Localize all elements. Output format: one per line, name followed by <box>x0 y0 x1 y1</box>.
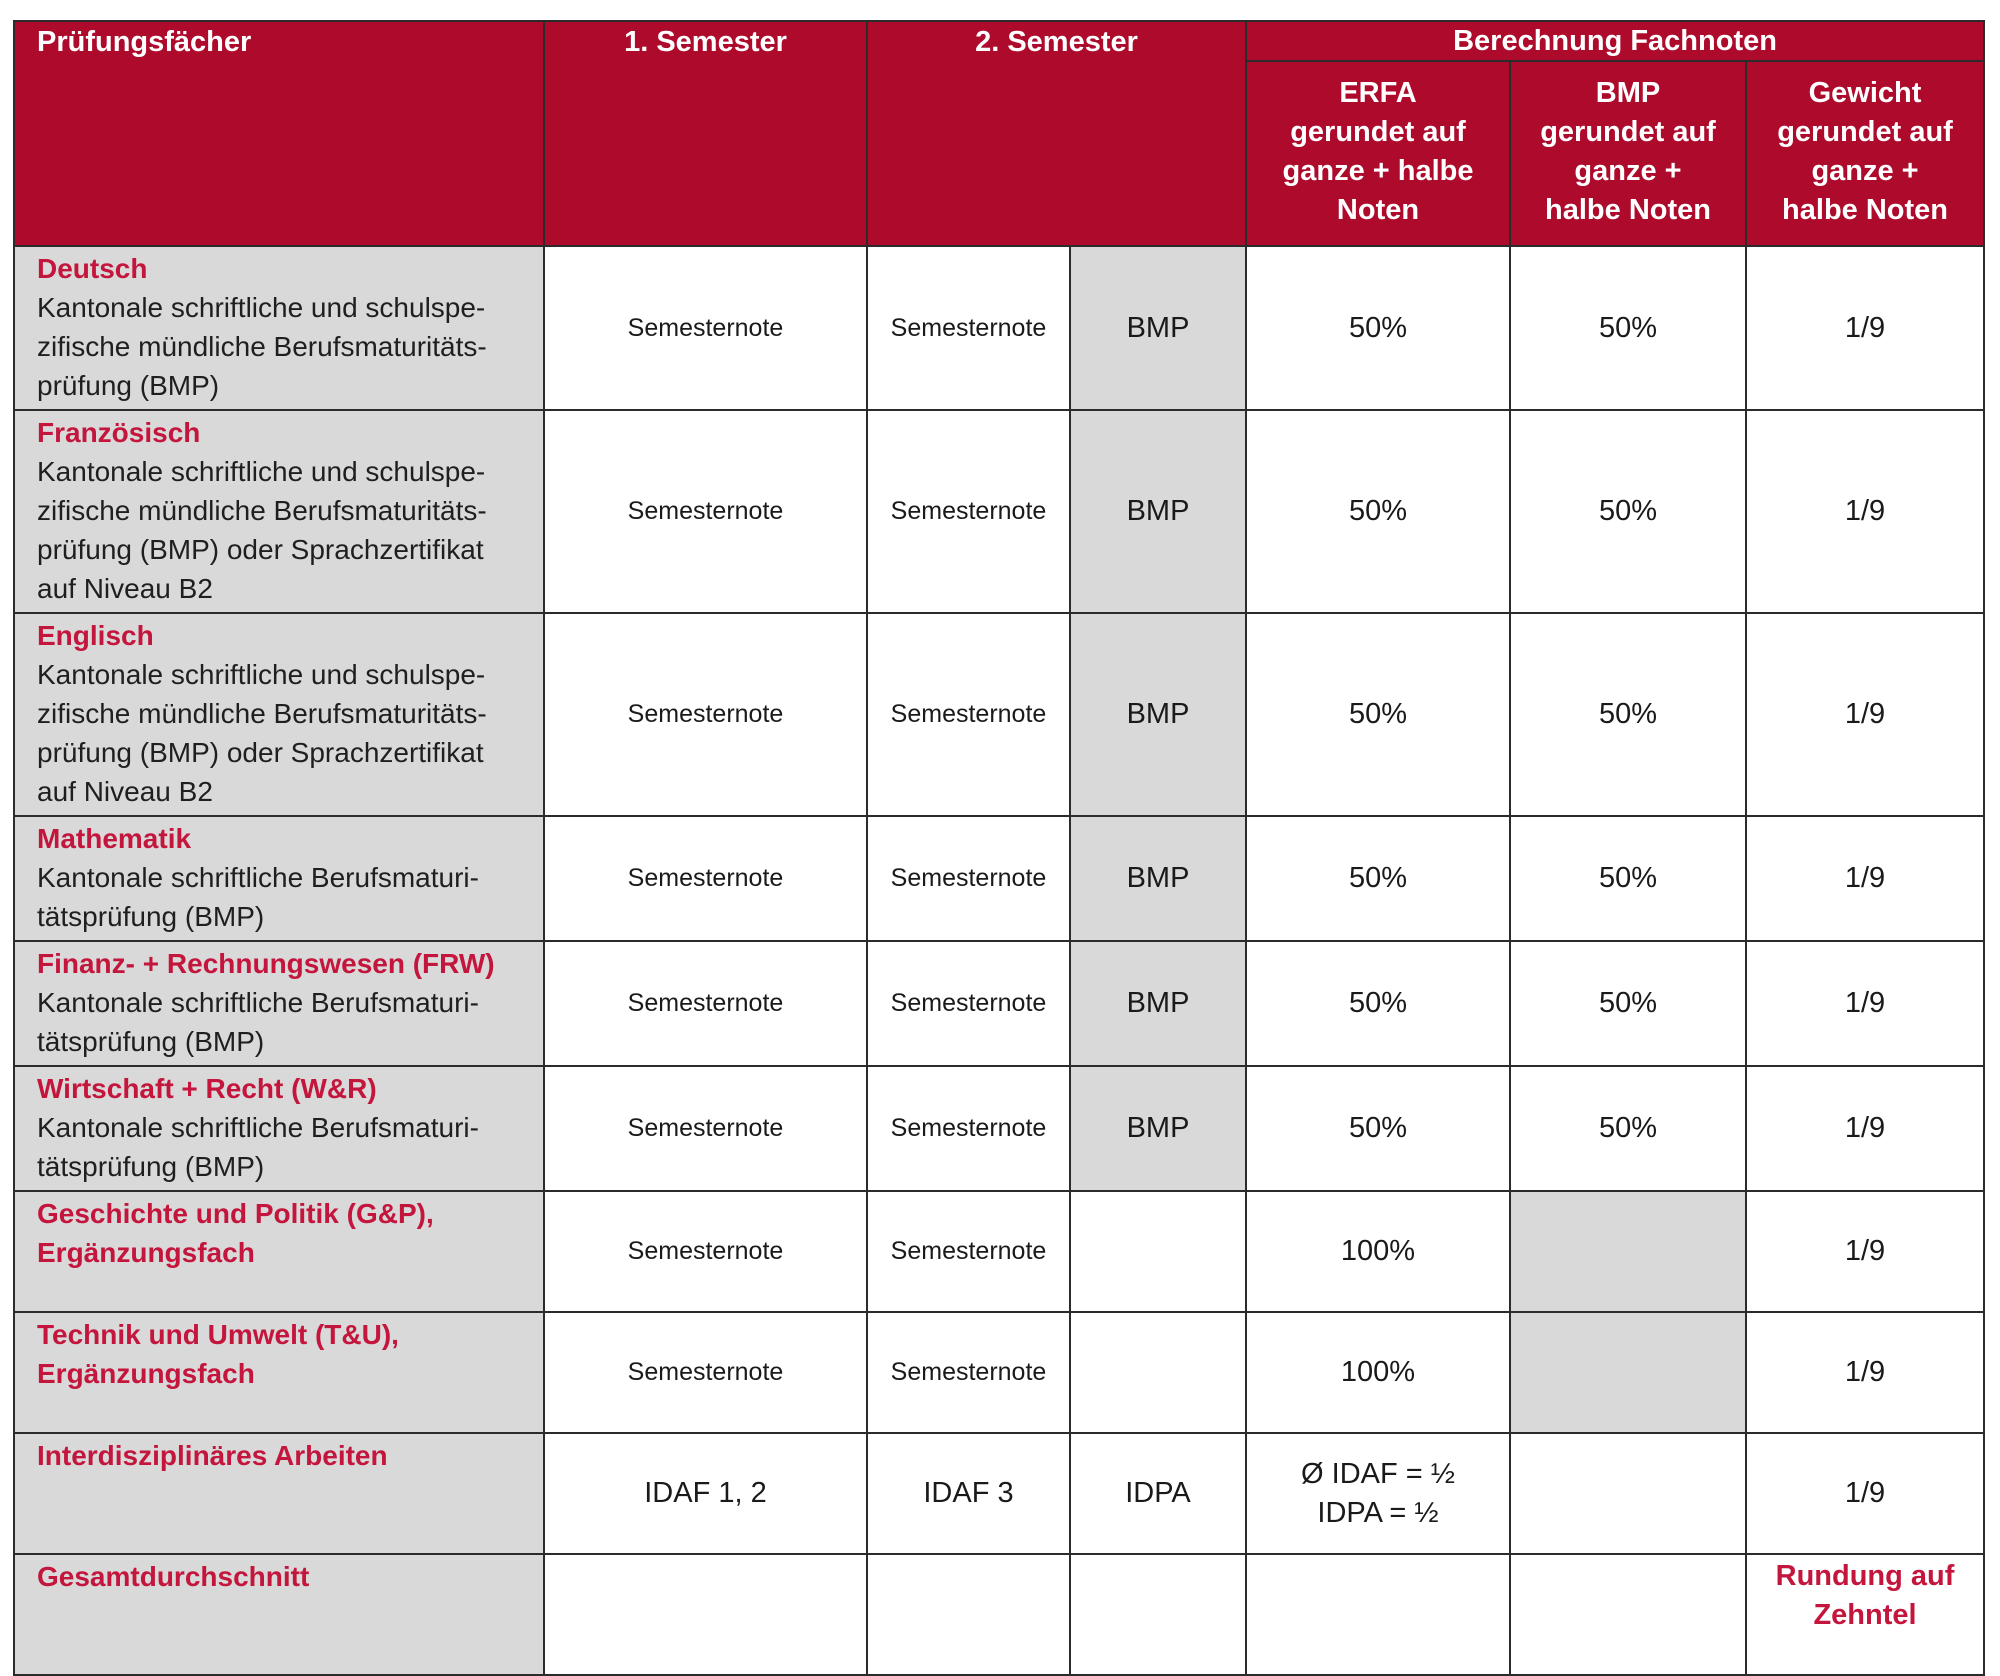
semester-2-cell: Semesternote <box>867 816 1070 941</box>
header-bmp: BMP gerundet auf ganze + halbe Noten <box>1510 61 1746 246</box>
bmp-cell: 50% <box>1510 246 1746 410</box>
table-row <box>14 1433 1984 1554</box>
subject-cell: Geschichte und Politik (G&P), Ergänzungsfach <box>14 1191 544 1312</box>
erfa-cell: 50% <box>1246 410 1510 613</box>
semester-1-cell: Semesternote <box>544 1191 867 1312</box>
semester-1-cell: Semesternote <box>544 246 867 410</box>
subject-cell: Französisch Kantonale schriftliche und schulspe- zifische mündliche Berufsmaturitäts- prüfung (BMP) oder Sprachzertifikat auf Niveau B2 <box>14 410 544 613</box>
bmp-cell <box>1510 1554 1746 1675</box>
semester-1-cell: Semesternote <box>544 410 867 613</box>
table-row <box>14 816 1984 941</box>
subject-cell: Deutsch Kantonale schriftliche und schulspe- zifische mündliche Berufsmaturitäts- prüfung (BMP) <box>14 246 544 410</box>
exam-cell: BMP <box>1070 816 1246 941</box>
semester-1-cell: Semesternote <box>544 1066 867 1191</box>
semester-1-cell: Semesternote <box>544 1312 867 1433</box>
rounding-note: Rundung auf Zehntel <box>1746 1554 1984 1675</box>
header-weight: Gewicht gerundet auf ganze + halbe Noten <box>1746 61 1984 246</box>
bmp-cell: 50% <box>1510 1066 1746 1191</box>
table-row <box>14 1312 1984 1433</box>
header-subjects: Prüfungsfächer <box>14 21 544 246</box>
subject-cell: Wirtschaft + Recht (W&R) Kantonale schriftliche Berufsmaturi- tätsprüfung (BMP) <box>14 1066 544 1191</box>
semester-2-cell: Semesternote <box>867 941 1070 1066</box>
exam-cell: IDPA <box>1070 1433 1246 1554</box>
grading-table <box>13 20 1985 1676</box>
semester-2-cell: Semesternote <box>867 1191 1070 1312</box>
bmp-cell: 50% <box>1510 613 1746 816</box>
bmp-cell: 50% <box>1510 941 1746 1066</box>
erfa-cell: 50% <box>1246 1066 1510 1191</box>
bmp-cell <box>1510 1312 1746 1433</box>
bmp-cell: 50% <box>1510 410 1746 613</box>
table-row <box>14 1554 1984 1675</box>
header-semester-1: 1. Semester <box>544 21 867 246</box>
semester-2-cell: IDAF 3 <box>867 1433 1070 1554</box>
subject-cell: Technik und Umwelt (T&U), Ergänzungsfach <box>14 1312 544 1433</box>
subject-cell: Mathematik Kantonale schriftliche Berufsmaturi- tätsprüfung (BMP) <box>14 816 544 941</box>
table-row <box>14 1191 1984 1312</box>
semester-2-cell: Semesternote <box>867 1312 1070 1433</box>
weight-cell: 1/9 <box>1746 1066 1984 1191</box>
exam-cell <box>1070 1312 1246 1433</box>
weight-cell: 1/9 <box>1746 1191 1984 1312</box>
erfa-cell: 50% <box>1246 941 1510 1066</box>
semester-1-cell: Semesternote <box>544 816 867 941</box>
bmp-cell <box>1510 1191 1746 1312</box>
semester-1-cell: Semesternote <box>544 613 867 816</box>
erfa-cell: 50% <box>1246 613 1510 816</box>
exam-cell: BMP <box>1070 410 1246 613</box>
header-erfa: ERFA gerundet auf ganze + halbe Noten <box>1246 61 1510 246</box>
bmp-cell: 50% <box>1510 816 1746 941</box>
exam-cell: BMP <box>1070 941 1246 1066</box>
erfa-cell: 100% <box>1246 1312 1510 1433</box>
bmp-cell <box>1510 1433 1746 1554</box>
subject-cell: Interdisziplinäres Arbeiten <box>14 1433 544 1554</box>
exam-cell: BMP <box>1070 246 1246 410</box>
semester-2-cell: Semesternote <box>867 410 1070 613</box>
header-semester-2: 2. Semester <box>867 21 1246 246</box>
erfa-cell: 50% <box>1246 246 1510 410</box>
weight-cell: 1/9 <box>1746 246 1984 410</box>
subject-cell: Gesamtdurchschnitt <box>14 1554 544 1675</box>
erfa-cell: 100% <box>1246 1191 1510 1312</box>
header-calculation: Berechnung Fachnoten <box>1246 21 1984 61</box>
erfa-cell <box>1246 1554 1510 1675</box>
erfa-cell: Ø IDAF = ½ IDPA = ½ <box>1246 1433 1510 1554</box>
semester-2-cell: Semesternote <box>867 246 1070 410</box>
subject-cell: Englisch Kantonale schriftliche und schulspe- zifische mündliche Berufsmaturitäts- prüfung (BMP) oder Sprachzertifikat auf Niveau B2 <box>14 613 544 816</box>
table-row <box>14 410 1984 613</box>
table-row <box>14 613 1984 816</box>
weight-cell: 1/9 <box>1746 1433 1984 1554</box>
exam-cell <box>1070 1554 1246 1675</box>
semester-2-cell: Semesternote <box>867 1066 1070 1191</box>
table-row <box>14 1066 1984 1191</box>
weight-cell: 1/9 <box>1746 816 1984 941</box>
semester-1-cell: Semesternote <box>544 941 867 1066</box>
erfa-cell: 50% <box>1246 816 1510 941</box>
semester-1-cell: IDAF 1, 2 <box>544 1433 867 1554</box>
semester-1-cell <box>544 1554 867 1675</box>
weight-cell: 1/9 <box>1746 941 1984 1066</box>
subject-cell: Finanz- + Rechnungswesen (FRW) Kantonale schriftliche Berufsmaturi- tätsprüfung (BMP) <box>14 941 544 1066</box>
table-row <box>14 246 1984 410</box>
exam-cell: BMP <box>1070 1066 1246 1191</box>
weight-cell: 1/9 <box>1746 613 1984 816</box>
semester-2-cell <box>867 1554 1070 1675</box>
exam-cell: BMP <box>1070 613 1246 816</box>
weight-cell: 1/9 <box>1746 1312 1984 1433</box>
table-row <box>14 941 1984 1066</box>
exam-cell <box>1070 1191 1246 1312</box>
semester-2-cell: Semesternote <box>867 613 1070 816</box>
weight-cell: 1/9 <box>1746 410 1984 613</box>
